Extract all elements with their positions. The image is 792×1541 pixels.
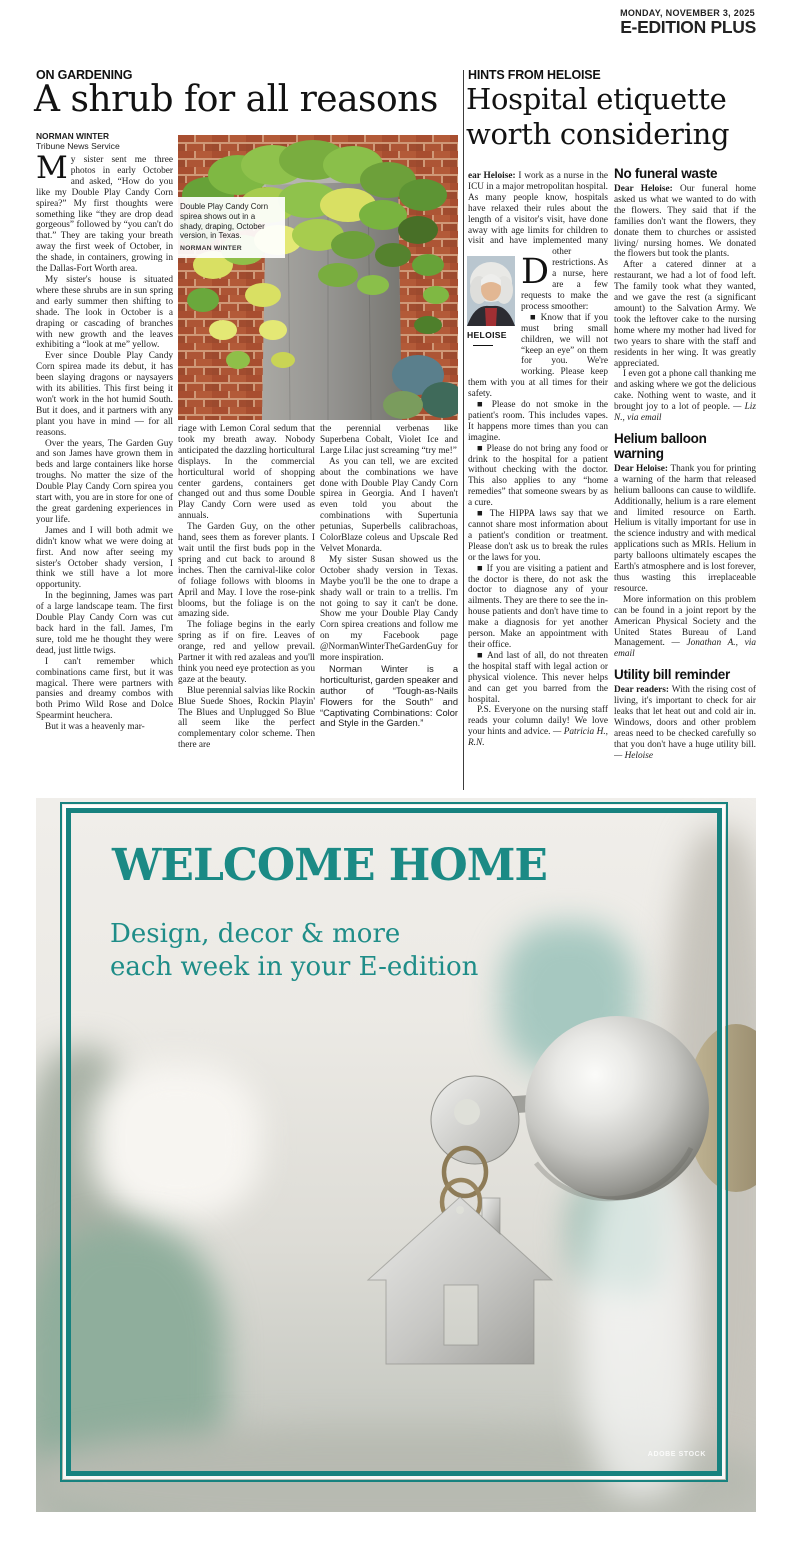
ps-text: P.S. Everyone on the nursing staff reads your column daily! We love your hints and advice. xyxy=(468,705,608,738)
letter-signature: — Liz N., via email xyxy=(614,402,756,424)
byline-name: NORMAN WINTER xyxy=(36,131,110,141)
edition-title: E-EDITION PLUS xyxy=(620,17,756,37)
paragraph: the perennial verbenas like Superbena Cobalt, Violet Ice and Large Lilac just screaming “try me!” xyxy=(320,424,458,456)
gardening-kicker: ON GARDENING xyxy=(36,68,133,82)
welcome-home-ad xyxy=(36,798,756,1512)
bullet-paragraph: ■ Know that if you must bring small children, we will not “keep an eye” on them for you. We're working. Please keep them with you at all times for their safety. xyxy=(468,312,608,400)
section-text: With the rising cost of living, it's important to check for air leaks that let heat out and cold air in. Windows, doors and other problem areas need to be checked carefully so that you don't have a huge utility bill. xyxy=(614,685,756,750)
paragraph xyxy=(614,184,756,260)
section-heading: Helium balloon warning xyxy=(614,430,707,461)
paragraph: Ever since Double Play Candy Corn spirea made its debut, it has been slaying dragons or naysayers with its abilities. This first being it won't work in the hot humid South. But it does, and it partners with any plant you have in mind — for all reasons. xyxy=(36,351,173,438)
paragraph xyxy=(614,464,756,595)
article-divider xyxy=(463,70,464,790)
author-tagline: Norman Winter is a horticulturist, garden speaker and author of “Tough-as-Nails Flowers for the South” and “Captivating Combinations: Color and Style in the Garden.” xyxy=(320,663,458,729)
paragraph: Over the years, The Garden Guy and son James have grown them in beds and large containers like horse troughs. No matter the size of the Double Play Candy Corn spirea you start with, you are in store for one of the great gardening experiences in your life. xyxy=(36,438,173,525)
ad-title: WELCOME HOME xyxy=(112,840,547,891)
paragraph: As you can tell, we are excited about the combinations we have done with Double Play Candy Corn spirea in Georgia. And I haven't even told you about the combinations with Supertunia petunias, Superbells calibrachoas, ColorBlaze coleus and Upscale Red Velvet Monarda. xyxy=(320,456,458,554)
caption-rule xyxy=(473,345,493,346)
lead-paragraph-text: I work as a nurse in the ICU in a major metropolitan hospital. As many people know, hospitals have relaxed their rules about the length of a visitor's visit, have done away with age limits for children to visit and have implemented many other restrictions. As a nurse, here are a few requests to make the process smoother: xyxy=(468,171,608,312)
paragraph: Blue perennial salvias like Rockin Blue Suede Shoes, Rockin Playin' The Blues and Unplugged So Blue all seem like the perfect complementary color scheme. Then there are xyxy=(178,685,315,751)
gardening-photo-caption xyxy=(174,197,285,258)
drop-cap: M xyxy=(36,155,68,186)
dear-heloise-lead: ear Heloise: xyxy=(468,171,516,181)
caption-text: Double Play Candy Corn spirea shows out in a shady, draping, October version, in Texas. xyxy=(180,202,269,241)
gardening-column-1 xyxy=(36,155,173,791)
heloise-kicker: HINTS FROM HELOISE xyxy=(468,68,601,82)
headline-line-1: Hospital etiquette xyxy=(466,82,727,116)
section-heading: Utility bill reminder xyxy=(614,667,730,683)
headline-line-2: worth considering xyxy=(466,116,730,151)
paragraph: The Garden Guy, on the other hand, sees them as forever plants. I wait until the first buds pop in the spring and cut back to around 8 inches. Then the carnival-like color of foliage follows with blooms in April and May. I love the rose-pink blooms, but the foliage is on the amazing side. xyxy=(178,522,315,620)
byline-org: Tribune News Service xyxy=(36,140,120,151)
drop-cap: D xyxy=(521,252,550,292)
photo-credit: NORMAN WINTER xyxy=(180,245,242,253)
paragraph xyxy=(614,595,756,660)
section-text: More information on this problem can be found in a joint report by the American Physical Society and the United States Bureau of Land Management. xyxy=(614,594,756,649)
letter-signature: — Patricia H., R.N. xyxy=(468,727,608,749)
paragraph: The foliage begins in the early spring as if on fire. Leaves of orange, red and yellow prevail. Partner it with red azaleas and you'll think you need eye protection as you gaze at the beauty. xyxy=(178,620,315,685)
gardening-byline xyxy=(36,132,120,151)
gardening-photo xyxy=(178,135,458,420)
dear-readers-lead: Dear readers: xyxy=(614,685,672,696)
bullet-paragraph: ■ And last of all, do not threaten the hospital staff with legal action or physical violence. This never helps and can get you barred from the hospital. xyxy=(468,650,608,705)
gardening-column-2 xyxy=(178,424,315,791)
section-text: Our funeral home asked us what we wanted to do with the flowers. They said that if the families don't want the flowers, they donate them to churches or assisted living/ nursing homes. We donated the flowers but took the plants. xyxy=(614,184,756,260)
bullet-paragraph: ■ If you are visiting a patient and the doctor is there, do not ask the doctor to diagnose any of your ailments. They are there to see the in-house patients and don't have time to make a diagnosis for yet another person. Make an appointment with their office. xyxy=(468,563,608,650)
bullet-paragraph: ■ The HIPPA laws say that we cannot share most information about a patient's condition or treatment. Please don't ask us to break the rules or the laws for you. xyxy=(468,509,608,563)
paragraph xyxy=(36,155,173,275)
section-text: I even got a phone call thanking me and asking where we got the delicious cake. Nothing went to waste, and it brought joy to a lot of people. xyxy=(614,369,756,413)
ad-frame-inner xyxy=(66,808,722,1476)
lead-paragraph-text: y sister sent me three photos in early October and asked, “How do you like my Double Play Candy Corn spirea?” My first thoughts were something like “they are drop dead gorgeous” followed by “you can't do that.” They are taking your breath away the first week of October, in the shade, in containers, growing in the Dallas-Fort Worth area. xyxy=(36,155,173,275)
heloise-portrait-illustration xyxy=(467,256,515,326)
dear-heloise-lead: Dear Heloise: xyxy=(614,184,681,194)
paragraph: My sister's house is situated where these shrubs are in sun spring and early summer then shifting to shade. The look in October is a draping or cascading of branches with new growth and the leaves exhibiting a “look at me” yellow. xyxy=(36,274,173,351)
bullet-paragraph: ■ Please do not bring any food or drink to the hospital for a patient without checking with the doctor. This also applies to any “home remedies” that someone swears by as a cure. xyxy=(468,443,608,509)
paragraph: After a catered dinner at a restaurant, we had a lot of food left. The family took what they wanted, and we gave the rest (a significant amount) to the Salvation Army. We took the leftover cake to the nursing home where my mother had lived for two years to share with the staff and residents in her wing. It was greatly appreciated. xyxy=(614,260,756,369)
gardening-headline: A shrub for all reasons xyxy=(34,79,438,120)
heloise-portrait xyxy=(467,256,515,346)
paragraph: James and I will both admit we didn't know what we were doing at first. And now after seeing my sister's October shady version, I think we still have a lot more opportunity. xyxy=(36,525,173,591)
stock-photo-credit: ADOBE STOCK xyxy=(647,1451,706,1458)
ad-subtitle-line-1: Design, decor & more xyxy=(110,919,401,949)
bullet-paragraph: ■ Please do not smoke in the patient's room. This includes vapes. It happens more times than you can imagine. xyxy=(468,400,608,443)
letter-signature: — Heloise xyxy=(614,750,653,761)
paragraph: But it was a heavenly mar- xyxy=(45,722,145,733)
gardening-column-3 xyxy=(320,424,458,791)
edition-date: MONDAY, NOVEMBER 3, 2025 xyxy=(620,8,755,18)
dear-heloise-lead: Dear Heloise: xyxy=(614,463,671,474)
paragraph xyxy=(614,685,756,761)
ad-subtitle-line-2: each week in your E-edition xyxy=(110,952,479,982)
section-text: Thank you for printing a warning of the harm that released helium balloons can cause to wildlife. Additionally, helium is a rare element and limited resource on Earth. Helium is vitally important for use in the science industry and with medical applications such as MRIs. Helium in party balloons ultimately escapes the Earth's atmosphere and is lost forever, thus wasting this irreplaceable resource. xyxy=(614,463,756,594)
spirea-plant-illustration xyxy=(178,135,458,420)
heloise-column-2 xyxy=(614,166,756,791)
letter-signature: — Jonathan A., via email xyxy=(614,638,756,660)
portrait-caption: HELOISE xyxy=(467,330,507,340)
paragraph: riage with Lemon Coral sedum that took my breath away. Nobody anticipated the dazzling horticultural displays. In the commercial horticultural world of shopping center gardens, containers get changed out and thus some Double Play Candy Corn were used as annuals. xyxy=(178,424,315,522)
paragraph: In the beginning, James was part of a large landscape team. The first Double Play Candy Corn was cut back hard in the fall. James, I'm sure, told me he thought they were dead, just little twigs. xyxy=(36,591,173,656)
ps-paragraph xyxy=(468,705,608,749)
section-heading: No funeral waste xyxy=(614,166,718,181)
paragraph xyxy=(614,369,756,424)
paragraph: My sister Susan showed us the October shady version in Texas. Maybe you'll be the one to drape a shady wall or train to a trellis. I'm not going to say it can't be done. Show me your Double Play Candy Corn spirea creations and follow me on my Facebook page @NormanWinterTheGardenGuy for more inspiration. xyxy=(320,554,458,664)
paragraph: I can't remember which combinations came first, but it was magical. There were partners with pansies and dreamy combos with both Primo Wild Rose and Dolce Spearmint heuchera. xyxy=(36,656,173,722)
heloise-headline xyxy=(466,82,758,151)
